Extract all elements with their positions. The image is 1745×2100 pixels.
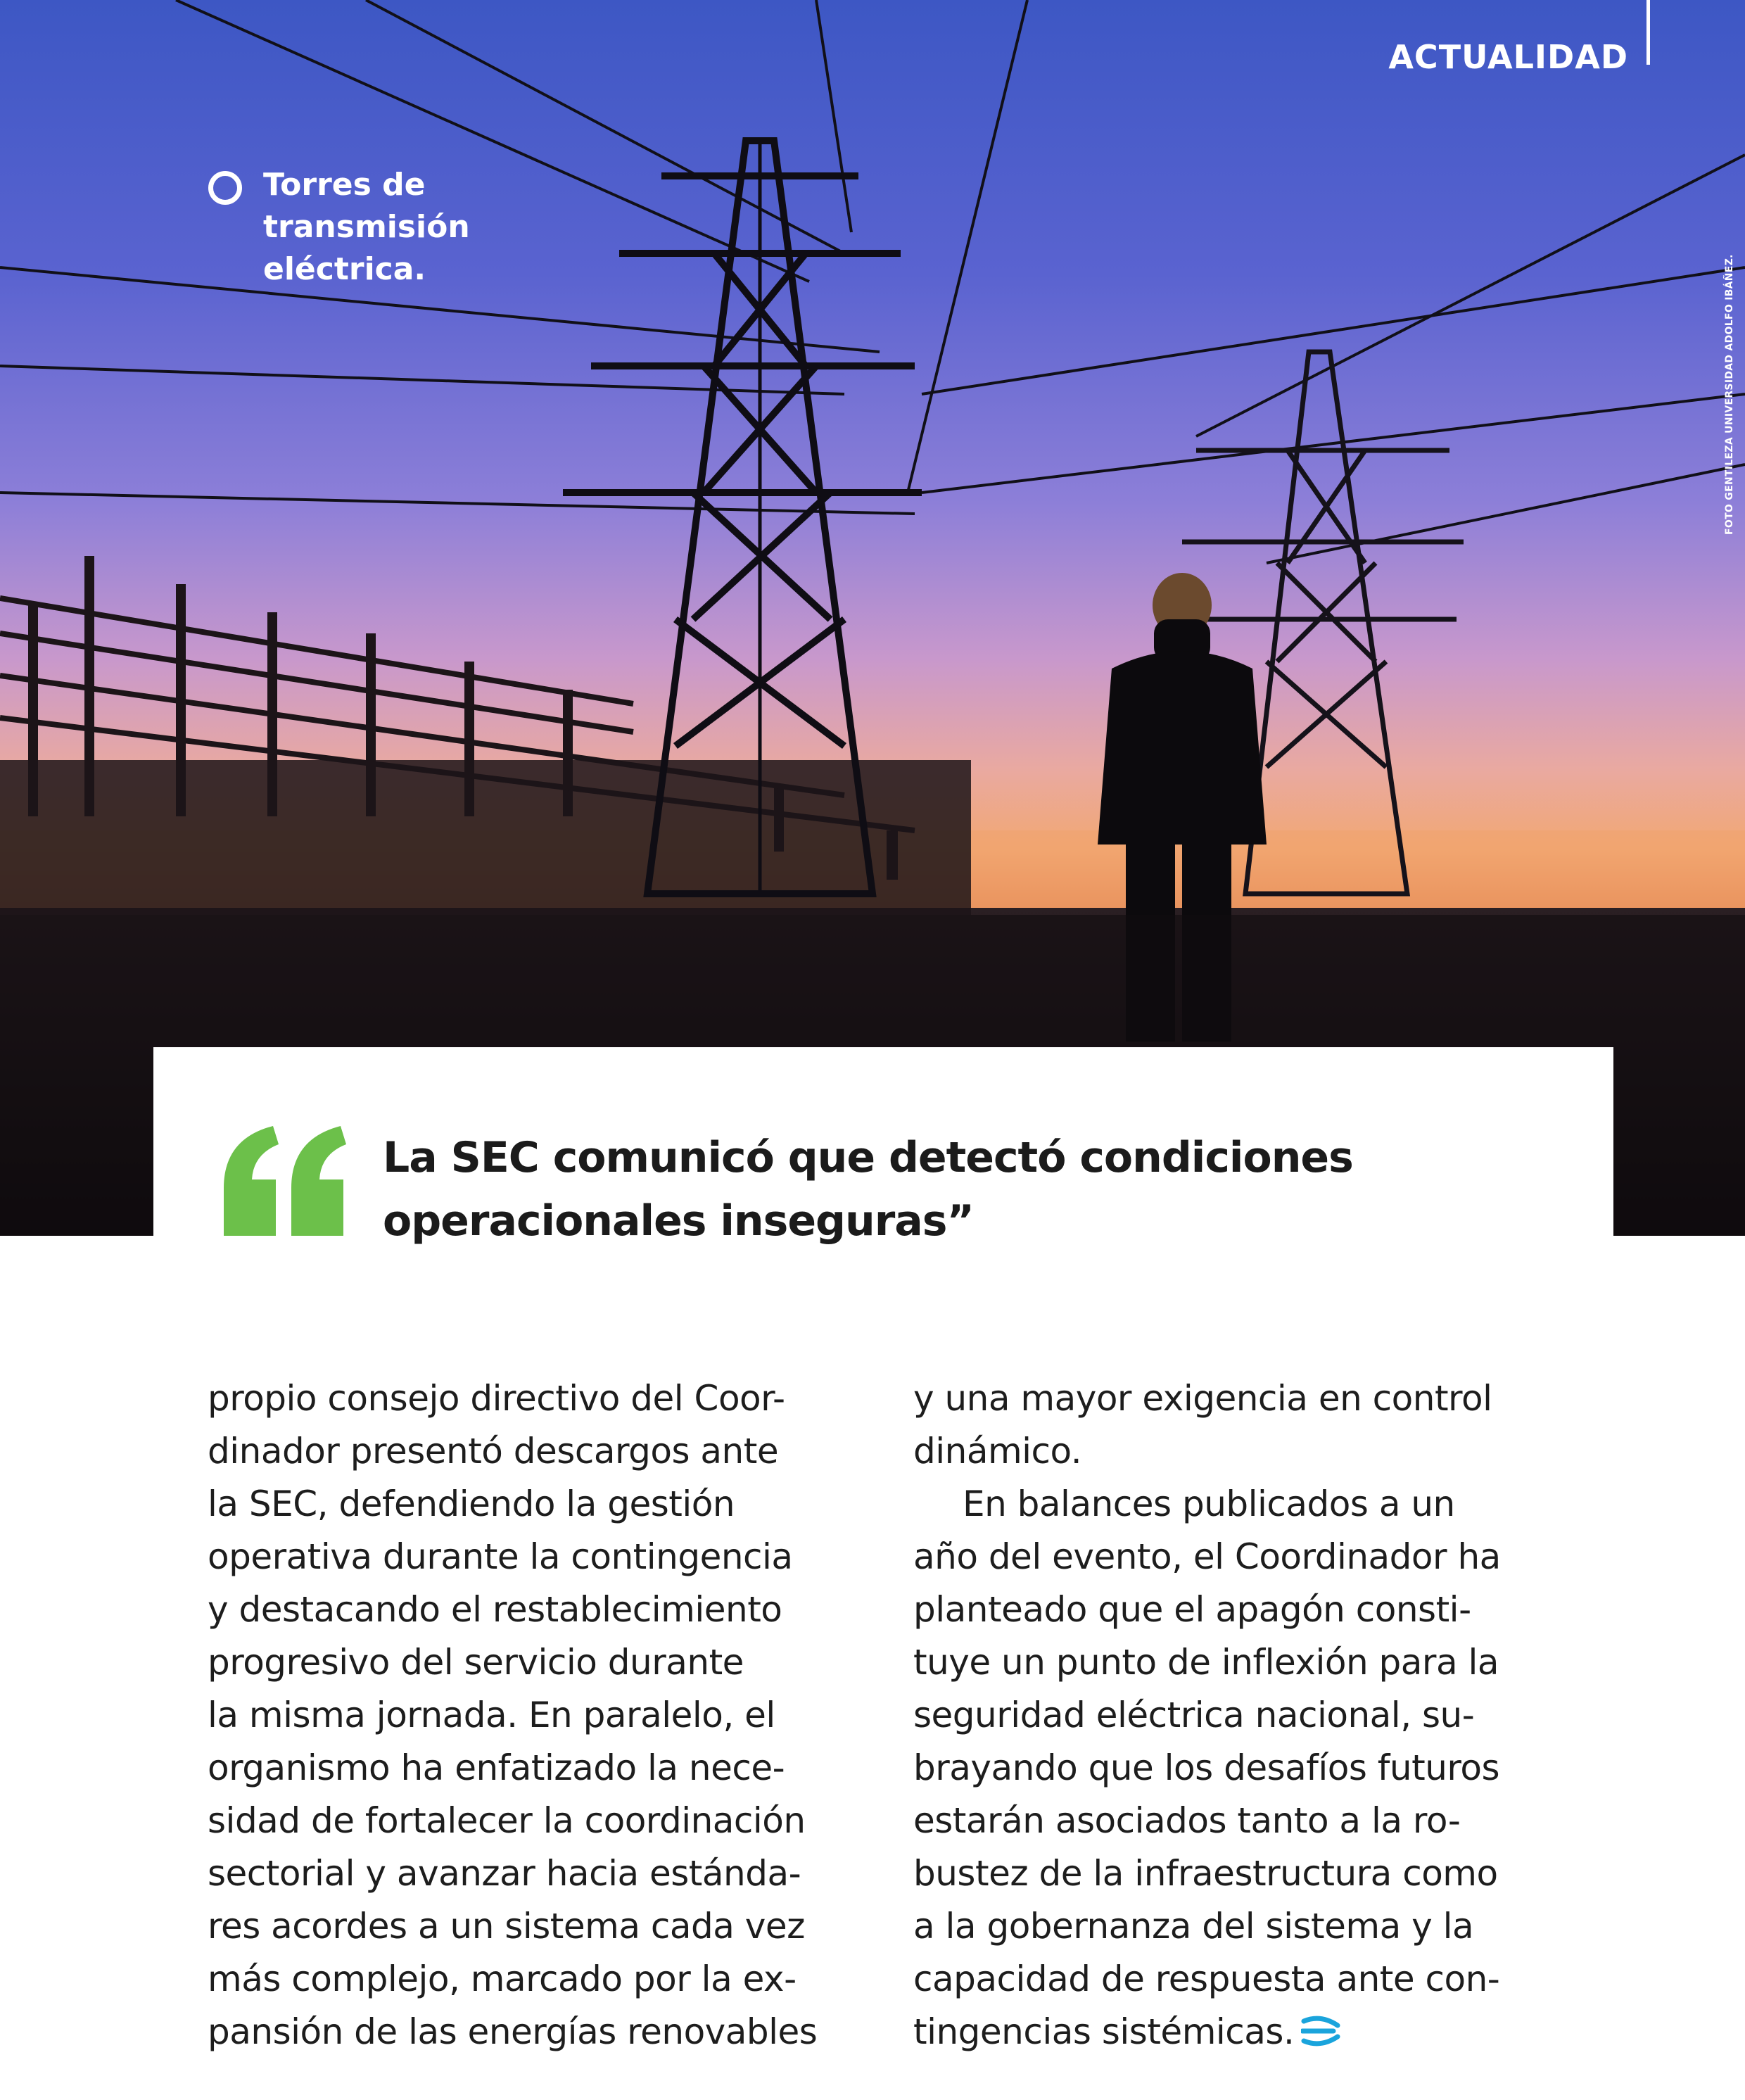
body-line: la SEC, defendiendo la gestión	[208, 1484, 735, 1524]
body-line: y una mayor exigencia en control	[913, 1378, 1492, 1419]
body-column-right	[913, 1372, 1554, 2058]
body-line: la misma jornada. En paralelo, el	[208, 1695, 775, 1735]
body-line: tuye un punto de inflexión para la	[913, 1642, 1499, 1683]
body-line: bustez de la infraestructura como	[913, 1853, 1498, 1894]
body-line: tingencias sistémicas.	[913, 2011, 1295, 2052]
body-line: sidad de fortalecer la coordinación	[208, 1800, 806, 1841]
body-line: propio consejo directivo del Coor-	[208, 1378, 785, 1419]
quote-mark-icon	[218, 1123, 352, 1236]
photo-caption	[263, 164, 488, 291]
body-line: y destacando el restablecimiento	[208, 1589, 782, 1630]
body-line: capacidad de respuesta ante con-	[913, 1959, 1500, 1999]
body-line: más complejo, marcado por la ex-	[208, 1959, 797, 1999]
body-line: organismo ha enfatizado la nece-	[208, 1747, 785, 1788]
section-divider	[1646, 0, 1650, 65]
body-line: año del evento, el Coordinador ha	[913, 1536, 1501, 1577]
body-line: seguridad eléctrica nacional, su-	[913, 1695, 1475, 1735]
body-line: dinámico.	[913, 1431, 1082, 1472]
body-line: brayando que los desafíos futuros	[913, 1747, 1499, 1788]
body-last-line	[913, 2006, 1554, 2058]
pull-quote-line: La SEC comunicó que detectó condiciones	[383, 1133, 1353, 1182]
body-line: dinador presentó descargos ante	[208, 1431, 779, 1472]
body-line: estarán asociados tanto a la ro-	[913, 1800, 1461, 1841]
end-mark-icon	[1301, 2016, 1340, 2047]
pull-quote-line: operacionales inseguras”	[383, 1196, 974, 1246]
photo-credit: FOTO GENTILEZA UNIVERSIDAD ADOLFO IBÁÑEZ.	[1724, 254, 1735, 535]
body-line: sectorial y avanzar hacia estánda-	[208, 1853, 801, 1894]
caption-line: Torres de	[263, 167, 426, 203]
body-column-left	[208, 1372, 848, 2058]
body-line: progresivo del servicio durante	[208, 1642, 744, 1683]
body-line: operativa durante la contingencia	[208, 1536, 793, 1577]
body-line: res acordes a un sistema cada vez	[208, 1906, 805, 1947]
pull-quote-text	[383, 1126, 1438, 1253]
body-line: pansión de las energías renovables	[208, 2011, 818, 2052]
caption-line: eléctrica.	[263, 251, 426, 287]
caption-line: transmisión	[263, 209, 470, 245]
body-line: planteado que el apagón consti-	[913, 1589, 1471, 1630]
body-line: a la gobernanza del sistema y la	[913, 1906, 1474, 1947]
body-line: En balances publicados a un	[963, 1484, 1455, 1524]
section-label: ACTUALIDAD	[1388, 38, 1628, 76]
ring-icon	[208, 171, 242, 205]
